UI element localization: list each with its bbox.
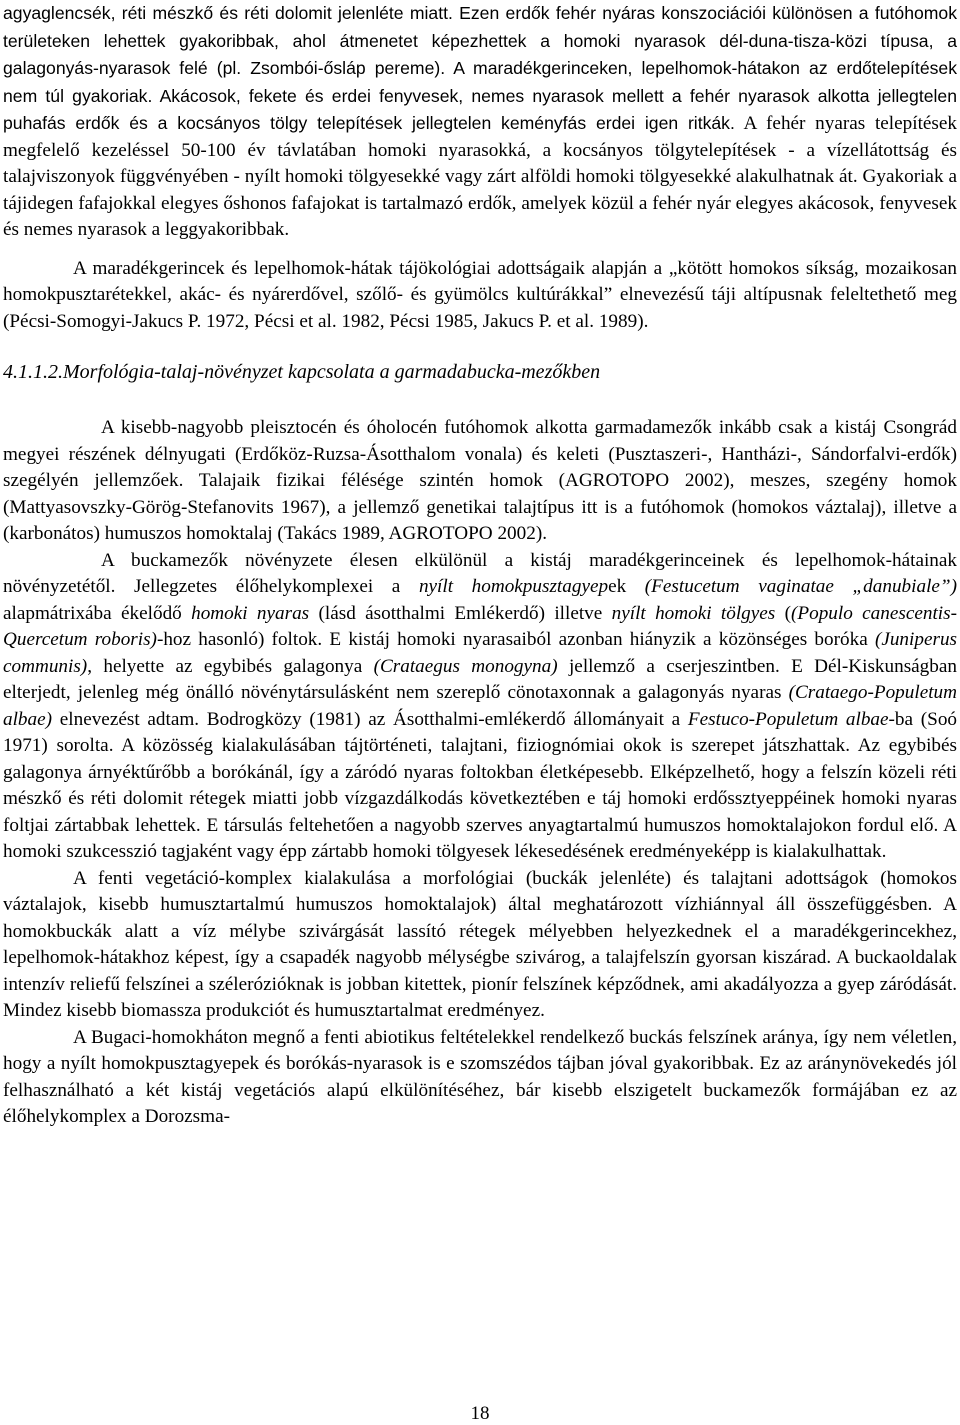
paragraph-bugac: A Bugaci-homokháton megnő a fenti abiotikus feltételekkel rendelkező buckás felszínek aránya, így nem véletlen, hogy a nyílt homokpusztagyepek és borókás-nyarasok is e szomszédos tájban jóval gyakoribbak. Ez az aránynövekedés jól felhasználható a két kistáj vegetációs alapú elkülönítéséhez, bár kisebb elszigetelt buckamezők formájában ez az élőhelykomplex a Dorozsma- [3,1026,957,1127]
paragraph-landscape-subtype: A maradékgerincek és lepelhomok-hátak tájökológiai adottságaik alapján a „kötött homokos síkság, mozaikosan homokpusztarétekkel, akác- és nyárerdővel, szőlő- és gyümölcs kultúrákkal” elnevezésű táji altípusnak feleltethető meg (Pécsi-Somogyi-Jakucs P. 1972, Pécsi et al. 1982, Pécsi 1985, Jakucs P. et al. 1989). [3,257,957,332]
text-segment: elnevezést adtam. Bodrogközy (1981) az Ásotthalmi-emlékerdő állományait a [52,708,688,730]
paragraph-forests-part1: agyaglencsék, réti mészkő és réti dolomit jelenléte miatt. Ezen erdők fehér nyáras konszociációi különösen a futóhomok területeken lehettek gyakoribbak, ahol átmenetet képezhettek a homoki nyarasok dél-duna-tisza-közi típusa, a galagonyás-nyarasok felé (pl. Zsombói-ősláp pereme). A maradékgerinceken, lepelhomok-hátakon az erdőtelepítések nem túl gyakoriak. Akácosok, fekete és erdei fenyvesek, nemes nyarasok mellett a fehér nyarasok alkotta jellegtelen puhafás erdők és a kocsányos tölgy telepítések jellegtelen keményfás erdei igen ritkák. [3,3,957,133]
text-segment: , helyette az egybibés galagonya [87,655,374,677]
paragraph-vegetation-complex: A fenti vegetáció-komplex kialakulása a morfológiai (buckák jelenléte) és talajtani adottságok (homokos váztalajok, kisebb humusztartalmú humuszos homoktalajok) által meghatározott vízhiánnyal áll összefüggésben. A homokbuckák alatt a víz mélybe szivárgását lassító rétegek mélyebben helyezkednek el a maradékgerincekhez, lepelhomok-hátakhoz képest, így a csapadék nagyobb mélységbe szivárog, a talajfelszín gyorsan kiszárad. A buckaoldalak intenzív reliefű felszínei a szélerózióknak is jobban kitettek, pionír felszínek képződnek, ami akadályozza a gyep záródását. Mindez kisebb biomassza produkciót és humusztartalmat eredményez. [3,867,957,1021]
document-page [3,0,957,1131]
species-term: (Populo canescentis-Quercetum roboris) [3,602,957,650]
text-segment: ek [608,576,645,597]
paragraph-forests-part2: A fehér nyaras telepítések megfelelő kezeléssel 50-100 év távlatában homoki nyarasokká, a kocsányos tölgytelepítések - a vízellátottság és talajviszonyok függvényében - nyílt homoki tölgyesekké vagy zárt alföldi homoki tölgyesekké alakulhatnak át. [3,113,958,187]
text-segment: A buckamezők növényzete élesen elkülönül a kistáj maradékgerinceinek és lepelhomok-hátainak növényzetétől. Jellegzetes élőhelykomplexei a [3,549,957,597]
paragraph-dune-fields: A kisebb-nagyobb pleisztocén és óholocén futóhomok alkotta garmadamezők inkább csak a kistáj Csongrád megyei részének délnyugati (Erdőköz-Ruzsa-Ásotthalom vonala) és keleti (Pusztaszeri-, Hantházi-, Sándorfalvi-erdők) szegélyén jellemzőek. Talajaik fizikai félésége szintén homok (AGROTOPO 2002), meszes, szegény homok (Mattyasovszky-Görög-Stefanovits 1967), a jellemző genetikai talajtípus itt is a futóhomok (homokos váztalaj), illetve a (karbonátos) humuszos homoktalaj (Takács 1989, AGROTOPO 2002). [3,417,957,544]
species-term: (Crataegus monogyna) [373,655,558,677]
text-segment: -hoz hasonló) foltok. E kistáj homoki nyarasaiból azonban hiányzik a közönséges boróka [156,629,875,650]
section-heading: 4.1.1.2.Morfológia-talaj-növényzet kapcsolata a garmadabucka-mezőkben [3,361,601,383]
species-term: (Crataego-Populetum albae) [3,682,957,730]
text-segment: ( [775,602,791,624]
text-segment: (lásd ásotthalmi Emlékerdő) illetve [309,602,612,624]
species-term: homoki nyaras [191,602,310,624]
text-segment: alapmátrixába ékelődő [3,602,192,624]
text-segment: jellemző a cserjeszintben. E Dél-Kiskunságban elterjedt, jelenleg még önálló növénytársulásként nem szereplő cönotaxonnak a galagonyás nyaras [3,655,957,703]
paragraph-forests [3,0,957,244]
species-term: (Juniperus communis) [3,629,957,677]
species-term: (Festucetum vaginatae „danubiale”) [644,576,957,597]
species-term: Festuco-Populetum albae [687,708,889,730]
text-segment: -ba (Soó 1971) sorolta. A közösség kialakulásában tájtörténeti, talajtani, fiziognómiai okok is szerepet játszhattak. Az egybibés galagonya árnyéktűrőbb a borókánál, így a záródó nyaras foltokban életképesebb. Elképzelhető, hogy a felszín közeli réti mészkő és réti dolomit rétegek miatti jobb vízgazdálkodás következtében e táj homoki erdőssztyeppéinek homoki nyaras foltjai zártabbak lehettek. E társulás feltehetően a nagyobb szerves anyagtartalmú humuszos homoktalajokon fordul elő. A homoki szukcesszió tagjaként vagy épp zártabb homoki tölgyesek lékesedésének eredményeképp is kialakulhattak. [3,708,958,862]
page-number: 18 [470,1403,490,1424]
paragraph-forests-part3: Gyakoriak a tájidegen fafajokkal elegyes őshonos fafajokat is tartalmazó erdők, amelyek közül a fehér nyár elegyes akácosok, fenyvesek és nemes nyarasok a leggyakoribbak. [3,166,957,240]
species-term: nyílt homoki tölgyes [611,602,776,624]
paragraph-vegetation [3,548,957,866]
species-term: nyílt homokpusztagyep [418,576,609,597]
